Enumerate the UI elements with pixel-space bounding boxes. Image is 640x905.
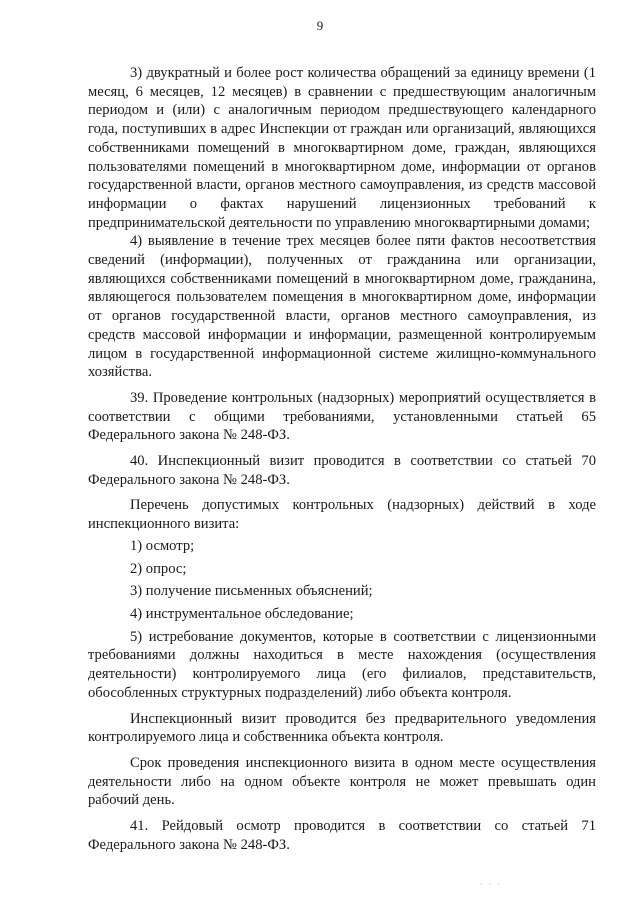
document-body — [88, 64, 596, 854]
list-item-inspection: 1) осмотр; — [130, 537, 195, 554]
paragraph-duration: Срок проведения инспекционного визита в одном месте осуществления деятельности либо на одном объекте контроля не может превышать один рабочий день. — [88, 754, 596, 809]
list-item-explanations: 3) получение письменных объяснений; — [130, 583, 373, 600]
list-item-instrumental: 4) инструментальное обследование; — [130, 605, 354, 622]
scan-speck: · · · — [480, 880, 502, 889]
paragraph-39: 39. Проведение контрольных (надзорных) мероприятий осуществляется в соответствии с общими требованиями, установленными статьей 65 Федерального закона № 248-ФЗ. — [88, 389, 596, 444]
paragraph-notice: Инспекционный визит проводится без предварительного уведомления контролируемого лица и собственника объекта контроля. — [88, 710, 596, 746]
list-item-documents: 5) истребование документов, которые в соответствии с лицензионными требованиями должны находиться в месте нахождения (осуществления деятельности) контролируемого лица (его филиалов, представительств, обособленных структурных подразделений) либо объекта контроля. — [88, 628, 596, 701]
paragraph-item-4: 4) выявление в течение трех месяцев более пяти фактов несоответствия сведений (информации), полученных от гражданина или организации, являющихся собственниками помещений в многоквартирном доме, гражданина, являющегося пользователем помещения в многоквартирном доме, информации от органов государственной власти, органов местного самоуправления, из средств массовой информации и информации, размещенной контролируемым лицом в государственной информационной системе жилищно-коммунального хозяйства. — [88, 233, 596, 381]
paragraph-40: 40. Инспекционный визит проводится в соответствии со статьей 70 Федерального закона № 248-ФЗ. — [88, 453, 596, 488]
paragraph-41: 41. Рейдовый осмотр проводится в соответствии со статьей 71 Федерального закона № 248-ФЗ. — [88, 818, 596, 853]
actions-list-intro: Перечень допустимых контрольных (надзорных) действий в ходе инспекционного визита: — [88, 497, 596, 533]
paragraph-item-3: 3) двукратный и более рост количества обращений за единицу времени (1 месяц, 6 месяцев, 12 месяцев) в сравнении с предшествующим аналогичным периодом и (или) с аналогичным периодом предшествующего календарного года, поступивших в адрес Инспекции от граждан или организаций, являющихся собственниками помещений в многоквартирном доме, граждан, являющихся пользователями помещений в многоквартирном доме, информации от органов государственной власти, органов местного самоуправления, из средств массовой информации о фактах нарушений лицензионных требований к предпринимательской деятельности по управлению многоквартирными домами; — [88, 65, 596, 231]
page-number: 9 — [316, 18, 324, 33]
list-item-survey: 2) опрос; — [130, 560, 187, 577]
